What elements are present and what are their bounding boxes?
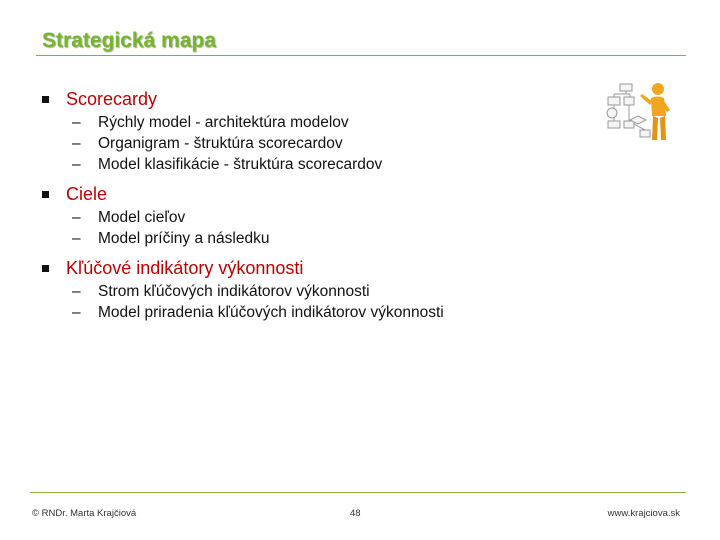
section-label: Kľúčové indikátory výkonnosti [66, 257, 304, 278]
square-bullet-icon [42, 265, 49, 272]
dash-bullet: – [72, 208, 81, 226]
footer-website: www.krajciova.sk [607, 508, 680, 519]
list-item [40, 133, 600, 154]
section-label: Scorecardy [66, 88, 158, 109]
square-bullet-icon [42, 96, 49, 103]
section-ciele [40, 181, 600, 255]
sub-list [40, 112, 600, 181]
dash-bullet: – [72, 134, 81, 152]
list-item-text: Model priradenia kľúčových indikátorov výkonnosti [98, 303, 444, 321]
section-scorecardy [40, 86, 600, 181]
slide-content [40, 86, 600, 329]
list-item-text: Rýchly model - architektúra modelov [98, 113, 349, 131]
sub-list [40, 281, 600, 329]
list-item-text: Model cieľov [98, 208, 186, 226]
sub-list [40, 207, 600, 255]
section-label: Ciele [66, 183, 108, 204]
dash-bullet: – [72, 113, 81, 131]
page-number: 48 [350, 508, 361, 519]
presenter-flowchart-icon [600, 80, 675, 150]
list-item-text: Model klasifikácie - štruktúra scorecardov [98, 155, 383, 173]
list-item [40, 228, 600, 249]
footer-author: © RNDr. Marta Krajčiová [32, 508, 137, 519]
footer-divider [30, 492, 686, 493]
list-item-text: Strom kľúčových indikátorov výkonnosti [98, 282, 370, 300]
dash-bullet: – [72, 229, 81, 247]
list-item [40, 302, 600, 323]
list-item [40, 112, 600, 133]
dash-bullet: – [72, 155, 81, 173]
list-item-text: Organigram - štruktúra scorecardov [98, 134, 343, 152]
section-heading [40, 255, 600, 281]
list-item [40, 207, 600, 228]
list-item [40, 154, 600, 175]
dash-bullet: – [72, 282, 81, 300]
list-item [40, 281, 600, 302]
square-bullet-icon [42, 191, 49, 198]
section-heading [40, 86, 600, 112]
title-divider [36, 55, 686, 56]
dash-bullet: – [72, 303, 81, 321]
list-item-text: Model príčiny a následku [98, 229, 270, 247]
slide-title: Strategická mapa [42, 29, 216, 52]
section-kpi [40, 255, 600, 329]
section-heading [40, 181, 600, 207]
